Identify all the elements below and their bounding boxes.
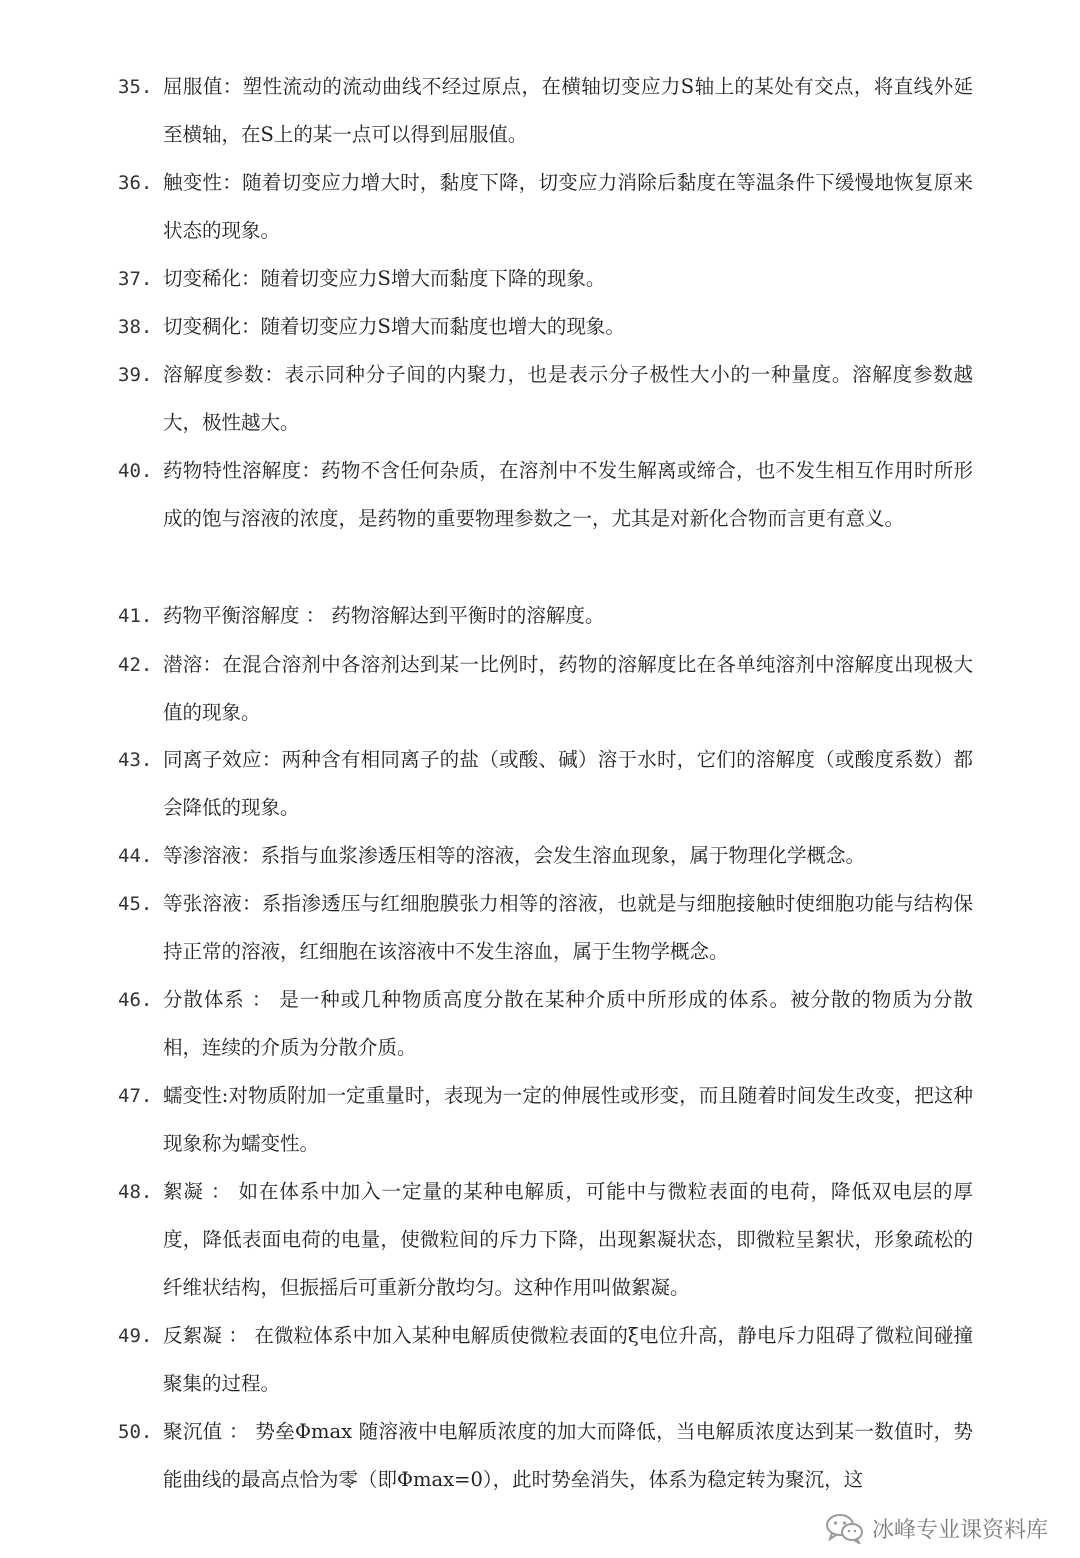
entry-separator: ： bbox=[261, 748, 282, 771]
entry-body bbox=[163, 1168, 973, 1312]
entry-body bbox=[163, 1312, 973, 1408]
entry-separator: ： bbox=[241, 267, 261, 290]
entry-separator: ： bbox=[222, 1420, 256, 1443]
entry-text: 药物不含任何杂质，在溶剂中不发生解离或缔合，也不发生相互作用时所形成的饱与溶液的浓度，是药物的重要物理参数之一，尤其是对新化合物而言更有意义。 bbox=[163, 459, 973, 530]
entry-separator: ： bbox=[202, 653, 223, 676]
entry-term: 等张溶液 bbox=[163, 892, 243, 915]
entry-separator: ： bbox=[203, 1180, 239, 1203]
entry-number: 45. bbox=[118, 893, 153, 915]
entry-number: 37. bbox=[118, 268, 153, 290]
entry-text: 系指与血浆渗透压相等的溶液，会发生溶血现象，属于物理化学概念。 bbox=[260, 844, 866, 867]
entry-body bbox=[163, 351, 973, 447]
entry-number: 50. bbox=[118, 1421, 153, 1443]
entry-number: 41. bbox=[118, 605, 153, 627]
entry-text: 在微粒体系中加入某种电解质使微粒表面的ξ电位升高，静电斥力阻碍了微粒间碰撞聚集的过程。 bbox=[163, 1324, 973, 1395]
entry-term: 药物平衡溶解度 bbox=[163, 604, 300, 627]
entry-term: 絮凝 bbox=[163, 1180, 204, 1203]
entry-body bbox=[163, 303, 973, 351]
entry-number: 49. bbox=[118, 1325, 153, 1347]
entry-separator: ： bbox=[264, 363, 285, 386]
entry-text: 表示同种分子间的内聚力，也是表示分子极性大小的一种量度。溶解度参数越大，极性越大。 bbox=[163, 363, 973, 434]
entry-term: 触变性 bbox=[163, 171, 223, 194]
entry-term: 药物特性溶解度 bbox=[163, 459, 302, 482]
entry-separator: ： bbox=[244, 988, 280, 1011]
entry-body bbox=[163, 1408, 973, 1504]
entry-body bbox=[163, 641, 973, 737]
entry-body bbox=[163, 255, 973, 303]
entry-separator: ： bbox=[301, 459, 322, 482]
entry-number: 40. bbox=[118, 460, 153, 482]
entry-body bbox=[163, 736, 973, 832]
entry-text: 如在体系中加入一定量的某种电解质，可能中与微粒表面的电荷，降低双电层的厚度，降低表面电荷的电量，使微粒间的斥力下降，出现絮凝状态，即微粒呈絮状，形象疏松的纤维状结构，但振摇后可重新分散均匀。这种作用叫做絮凝。 bbox=[163, 1180, 973, 1299]
entry-term: 反絮凝 bbox=[163, 1324, 222, 1347]
entry-number: 44. bbox=[118, 845, 153, 867]
watermark bbox=[824, 1512, 1048, 1544]
entry-number: 38. bbox=[118, 316, 153, 338]
entry-body bbox=[163, 592, 973, 640]
entry-number: 43. bbox=[118, 749, 153, 771]
entry-text: 系指渗透压与红细胞膜张力相等的溶液，也就是与细胞接触时使细胞功能与结构保持正常的溶液，红细胞在该溶液中不发生溶血，属于生物学概念。 bbox=[163, 892, 973, 963]
entry-term: 溶解度参数 bbox=[163, 363, 265, 386]
entry-term: 屈服值 bbox=[163, 75, 223, 98]
entry-text: 随着切变应力S增大而黏度也增大的现象。 bbox=[260, 315, 625, 338]
entry-separator: : bbox=[221, 1084, 229, 1107]
entry-term: 聚沉值 bbox=[163, 1420, 223, 1443]
entry-body bbox=[163, 1072, 973, 1168]
entry-separator: ： bbox=[241, 844, 261, 867]
entry-separator: ： bbox=[222, 75, 243, 98]
watermark-text: 冰峰专业课资料库 bbox=[871, 1517, 1048, 1543]
entry-term: 潜溶 bbox=[163, 653, 203, 676]
entry-text: 药物溶解达到平衡时的溶解度。 bbox=[331, 604, 605, 627]
entry-body bbox=[163, 63, 973, 159]
entry-number: 48. bbox=[118, 1181, 153, 1203]
entry-body bbox=[163, 159, 973, 255]
entry-body bbox=[163, 447, 973, 543]
entry-text: 随着切变应力增大时，黏度下降，切变应力消除后黏度在等温条件下缓慢地恢复原来状态的现象。 bbox=[163, 171, 973, 242]
entry-text: 两种含有相同离子的盐（或酸、碱）溶于水时，它们的溶解度（或酸度系数）都会降低的现象。 bbox=[163, 748, 973, 819]
entry-term: 切变稀化 bbox=[163, 267, 242, 290]
entry-text: 随着切变应力S增大而黏度下降的现象。 bbox=[260, 267, 606, 290]
entry-body bbox=[163, 832, 973, 880]
wechat-icon bbox=[824, 1512, 864, 1544]
entry-number: 35. bbox=[118, 76, 153, 98]
entry-term: 蠕变性 bbox=[163, 1084, 222, 1107]
entry-separator: ： bbox=[222, 1324, 255, 1347]
entry-text: 在混合溶剂中各溶剂达到某一比例时，药物的溶解度比在各单纯溶剂中溶解度出现极大值的现象。 bbox=[163, 653, 973, 724]
entry-body bbox=[163, 976, 973, 1072]
entry-text: 塑性流动的流动曲线不经过原点，在横轴切变应力S轴上的某处有交点，将直线外延至横轴，在S上的某一点可以得到屈服值。 bbox=[163, 75, 973, 146]
entry-text: 势垒Φmax 随溶液中电解质浓度的加大而降低，当电解质浓度达到某一数值时，势能曲线的最高点恰为零（即Φmax=0），此时势垒消失，体系为稳定转为聚沉，这 bbox=[163, 1420, 973, 1491]
entry-number: 36. bbox=[118, 172, 153, 194]
entry-term: 等渗溶液 bbox=[163, 844, 242, 867]
entry-separator: ： bbox=[299, 604, 332, 627]
entry-number: 39. bbox=[118, 364, 153, 386]
entry-number: 47. bbox=[118, 1085, 153, 1107]
entry-separator: ： bbox=[222, 171, 243, 194]
entry-separator: ： bbox=[241, 315, 261, 338]
entry-text: 是一种或几种物质高度分散在某种介质中所形成的体系。被分散的物质为分散相，连续的介质为分散介质。 bbox=[163, 988, 973, 1059]
entry-body bbox=[163, 880, 973, 976]
entry-term: 切变稠化 bbox=[163, 315, 242, 338]
entry-number: 42. bbox=[118, 654, 153, 676]
entry-text: 对物质附加一定重量时，表现为一定的伸展性或形变，而且随着时间发生改变，把这种现象称为蠕变性。 bbox=[163, 1084, 973, 1155]
entry-term: 同离子效应 bbox=[163, 748, 262, 771]
entry-term: 分散体系 bbox=[163, 988, 245, 1011]
entry-separator: ： bbox=[242, 892, 262, 915]
entry-number: 46. bbox=[118, 989, 153, 1011]
